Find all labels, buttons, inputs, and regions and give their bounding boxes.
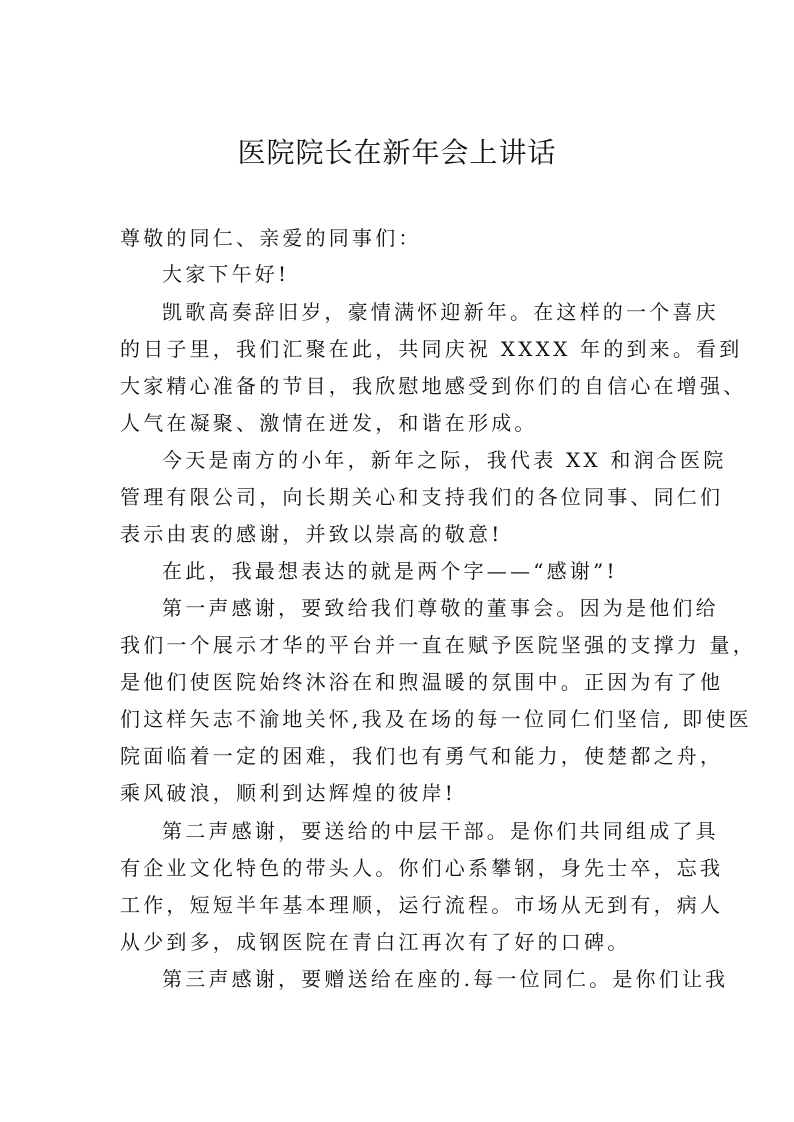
paragraph-line: 第二声感谢，要送给的中层干部。是你们共同组成了具	[162, 819, 719, 843]
paragraph-line: 第三声感谢，要赠送给在座的.每一位同仁。是你们让我	[162, 967, 729, 991]
paragraph-line: 今天是南方的小年，新年之际，我代表 XX 和润合医院	[162, 448, 727, 472]
paragraph-line: 是他们使医院始终沐浴在和煦温暖的氛围中。正因为有了他	[120, 670, 724, 694]
paragraph-line: 人气在凝聚、激情在迸发，和谐在形成。	[120, 411, 538, 435]
paragraph-line: 管理有限公司，向长期关心和支持我们的各位同事、同仁们	[120, 485, 724, 509]
paragraph-line: 院面临着一定的困难，我们也有勇气和能力，使楚都之舟，	[120, 744, 724, 768]
paragraph-line: 有企业文化特色的带头人。你们心系攀钢，身先士卒，忘我	[120, 856, 724, 880]
paragraph-line: 从少到多，成钢医院在青白江再次有了好的口碑。	[120, 930, 631, 954]
paragraph-line: 在此，我最想表达的就是两个字——“感谢”!	[162, 559, 618, 583]
paragraph-line: 凯歌高奏辞旧岁，豪情满怀迎新年。在这样的一个喜庆	[162, 300, 719, 324]
document-title: 医院院长在新年会上讲话	[237, 136, 557, 169]
paragraph-line: 工作，短短半年基本理顺，运行流程。市场从无到有，病人	[120, 893, 724, 917]
paragraph-line: 的日子里，我们汇聚在此，共同庆祝 XXXX 年的到来。看到	[120, 337, 743, 361]
greeting-line: 大家下午好!	[162, 262, 290, 286]
paragraph-line: 第一声感谢，要致给我们尊敬的董事会。因为是他们给	[162, 596, 719, 620]
paragraph-line: 们这样矢志不渝地关怀,我及在场的每一位同仁们坚信, 即使医	[120, 707, 752, 731]
paragraph-line: 表示由衷的感谢，并致以崇高的敬意!	[120, 522, 503, 546]
paragraph-line: 乘风破浪，顺利到达辉煌的彼岸!	[120, 781, 457, 805]
paragraph-line: 我们一个展示才华的平台并一直在赋予医院坚强的支撑力 量，	[120, 633, 756, 657]
salutation-line: 尊敬的同仁、亲爱的同事们：	[120, 226, 422, 250]
paragraph-line: 大家精心准备的节目，我欣慰地感受到你们的自信心在增强、	[120, 374, 747, 398]
